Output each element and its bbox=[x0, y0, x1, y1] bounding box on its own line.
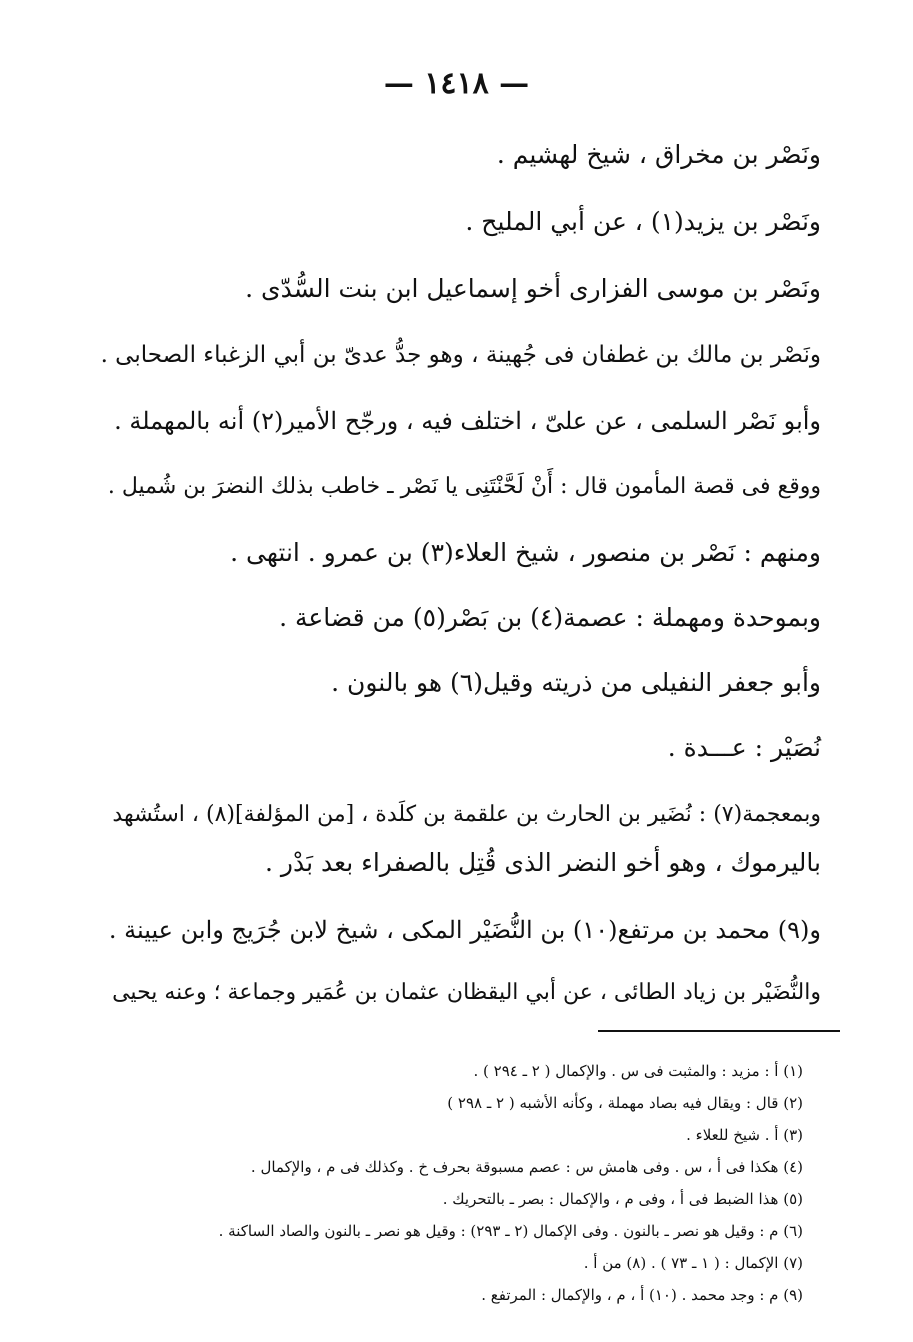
footnote: (٣) أ . شيخ للعلاء . bbox=[686, 1126, 803, 1144]
footnote: (١) أ : مزيد : والمثبت فى س . والإكمال ( ٢ ـ ٢٩٤ ) . bbox=[473, 1062, 803, 1080]
text-line: ونَصْر بن مالك بن غطفان فى جُهينة ، وهو جدُّ عدىّ بن أبي الزغباء الصحابى . bbox=[100, 342, 821, 368]
text-line: ونَصْر بن موسى الفزارى أخو إسماعيل ابن بنت السُّدّى . bbox=[245, 274, 821, 303]
text-line: وأبو جعفر النفيلى من ذريته وقيل(٦) هو بالنون . bbox=[331, 668, 821, 697]
text-line: ووقع فى قصة المأمون قال : أَنْ لَحَّنْتَنِى يا نَصْر ـ خاطب بذلك النضرَ بن شُميل . bbox=[107, 474, 821, 499]
text-line: وأبو نَصْر السلمى ، عن علىّ ، اختلف فيه ، ورجّح الأمير(٢) أنه بالمهملة . bbox=[114, 407, 821, 435]
text-line: والنُّضَيْر بن زياد الطائى ، عن أبي اليقظان عثمان بن عُمَير وجماعة ؛ وعنه يحيى bbox=[112, 980, 821, 1005]
page-number: — ١٤١٨ — bbox=[383, 66, 530, 101]
text-line: وبموحدة ومهملة : عصمة(٤) بن بَصْر(٥) من قضاعة . bbox=[279, 603, 821, 632]
footnote: (٥) هذا الضبط فى أ ، وفى م ، والإكمال : بصر ـ بالتحريك . bbox=[442, 1190, 803, 1208]
footnote: (٧) الإكمال : ( ١ ـ ٧٣ ) . (٨) من أ . bbox=[583, 1254, 803, 1272]
text-line: باليرموك ، وهو أخو النضر الذى قُتِل بالصفراء بعد بَدْر . bbox=[265, 848, 821, 877]
footnote: (٤) هكذا فى أ ، س . وفى هامش س : عصم مسبوقة بحرف خ . وكذلك فى م ، والإكمال . bbox=[250, 1158, 803, 1176]
text-line: وبمعجمة(٧) : نُضَير بن الحارث بن علقمة بن كلَدة ، [من المؤلفة](٨) ، استُشهد bbox=[112, 802, 821, 827]
footnote-divider bbox=[598, 1030, 840, 1032]
footnote: (٩) م : وجد محمد . (١٠) أ ، م ، والإكمال : المرتفع . bbox=[481, 1286, 803, 1304]
footnote: (٦) م : وقيل هو نصر ـ بالنون . وفى الإكمال (٢ ـ ٢٩٣) : وقيل هو نصر ـ بالنون والصاد الساكنة . bbox=[218, 1222, 803, 1240]
text-line: ونَصْر بن يزيد(١) ، عن أبي المليح . bbox=[465, 207, 821, 236]
text-line: ونَصْر بن مخراق ، شيخ لهشيم . bbox=[496, 140, 821, 169]
text-line: نُصَيْر : عـــدة . bbox=[667, 733, 821, 762]
text-line: و(٩) محمد بن مرتفع(١٠) بن النُّضَيْر المكى ، شيخ لابن جُرَيج وابن عيينة . bbox=[108, 916, 821, 944]
footnote: (٢) قال : ويقال فيه بصاد مهملة ، وكأنه الأشبه ( ٢ ـ ٢٩٨ ) bbox=[447, 1094, 803, 1112]
text-line: ومنهم : نَصْر بن منصور ، شيخ العلاء(٣) بن عمرو . انتهى . bbox=[230, 538, 821, 567]
